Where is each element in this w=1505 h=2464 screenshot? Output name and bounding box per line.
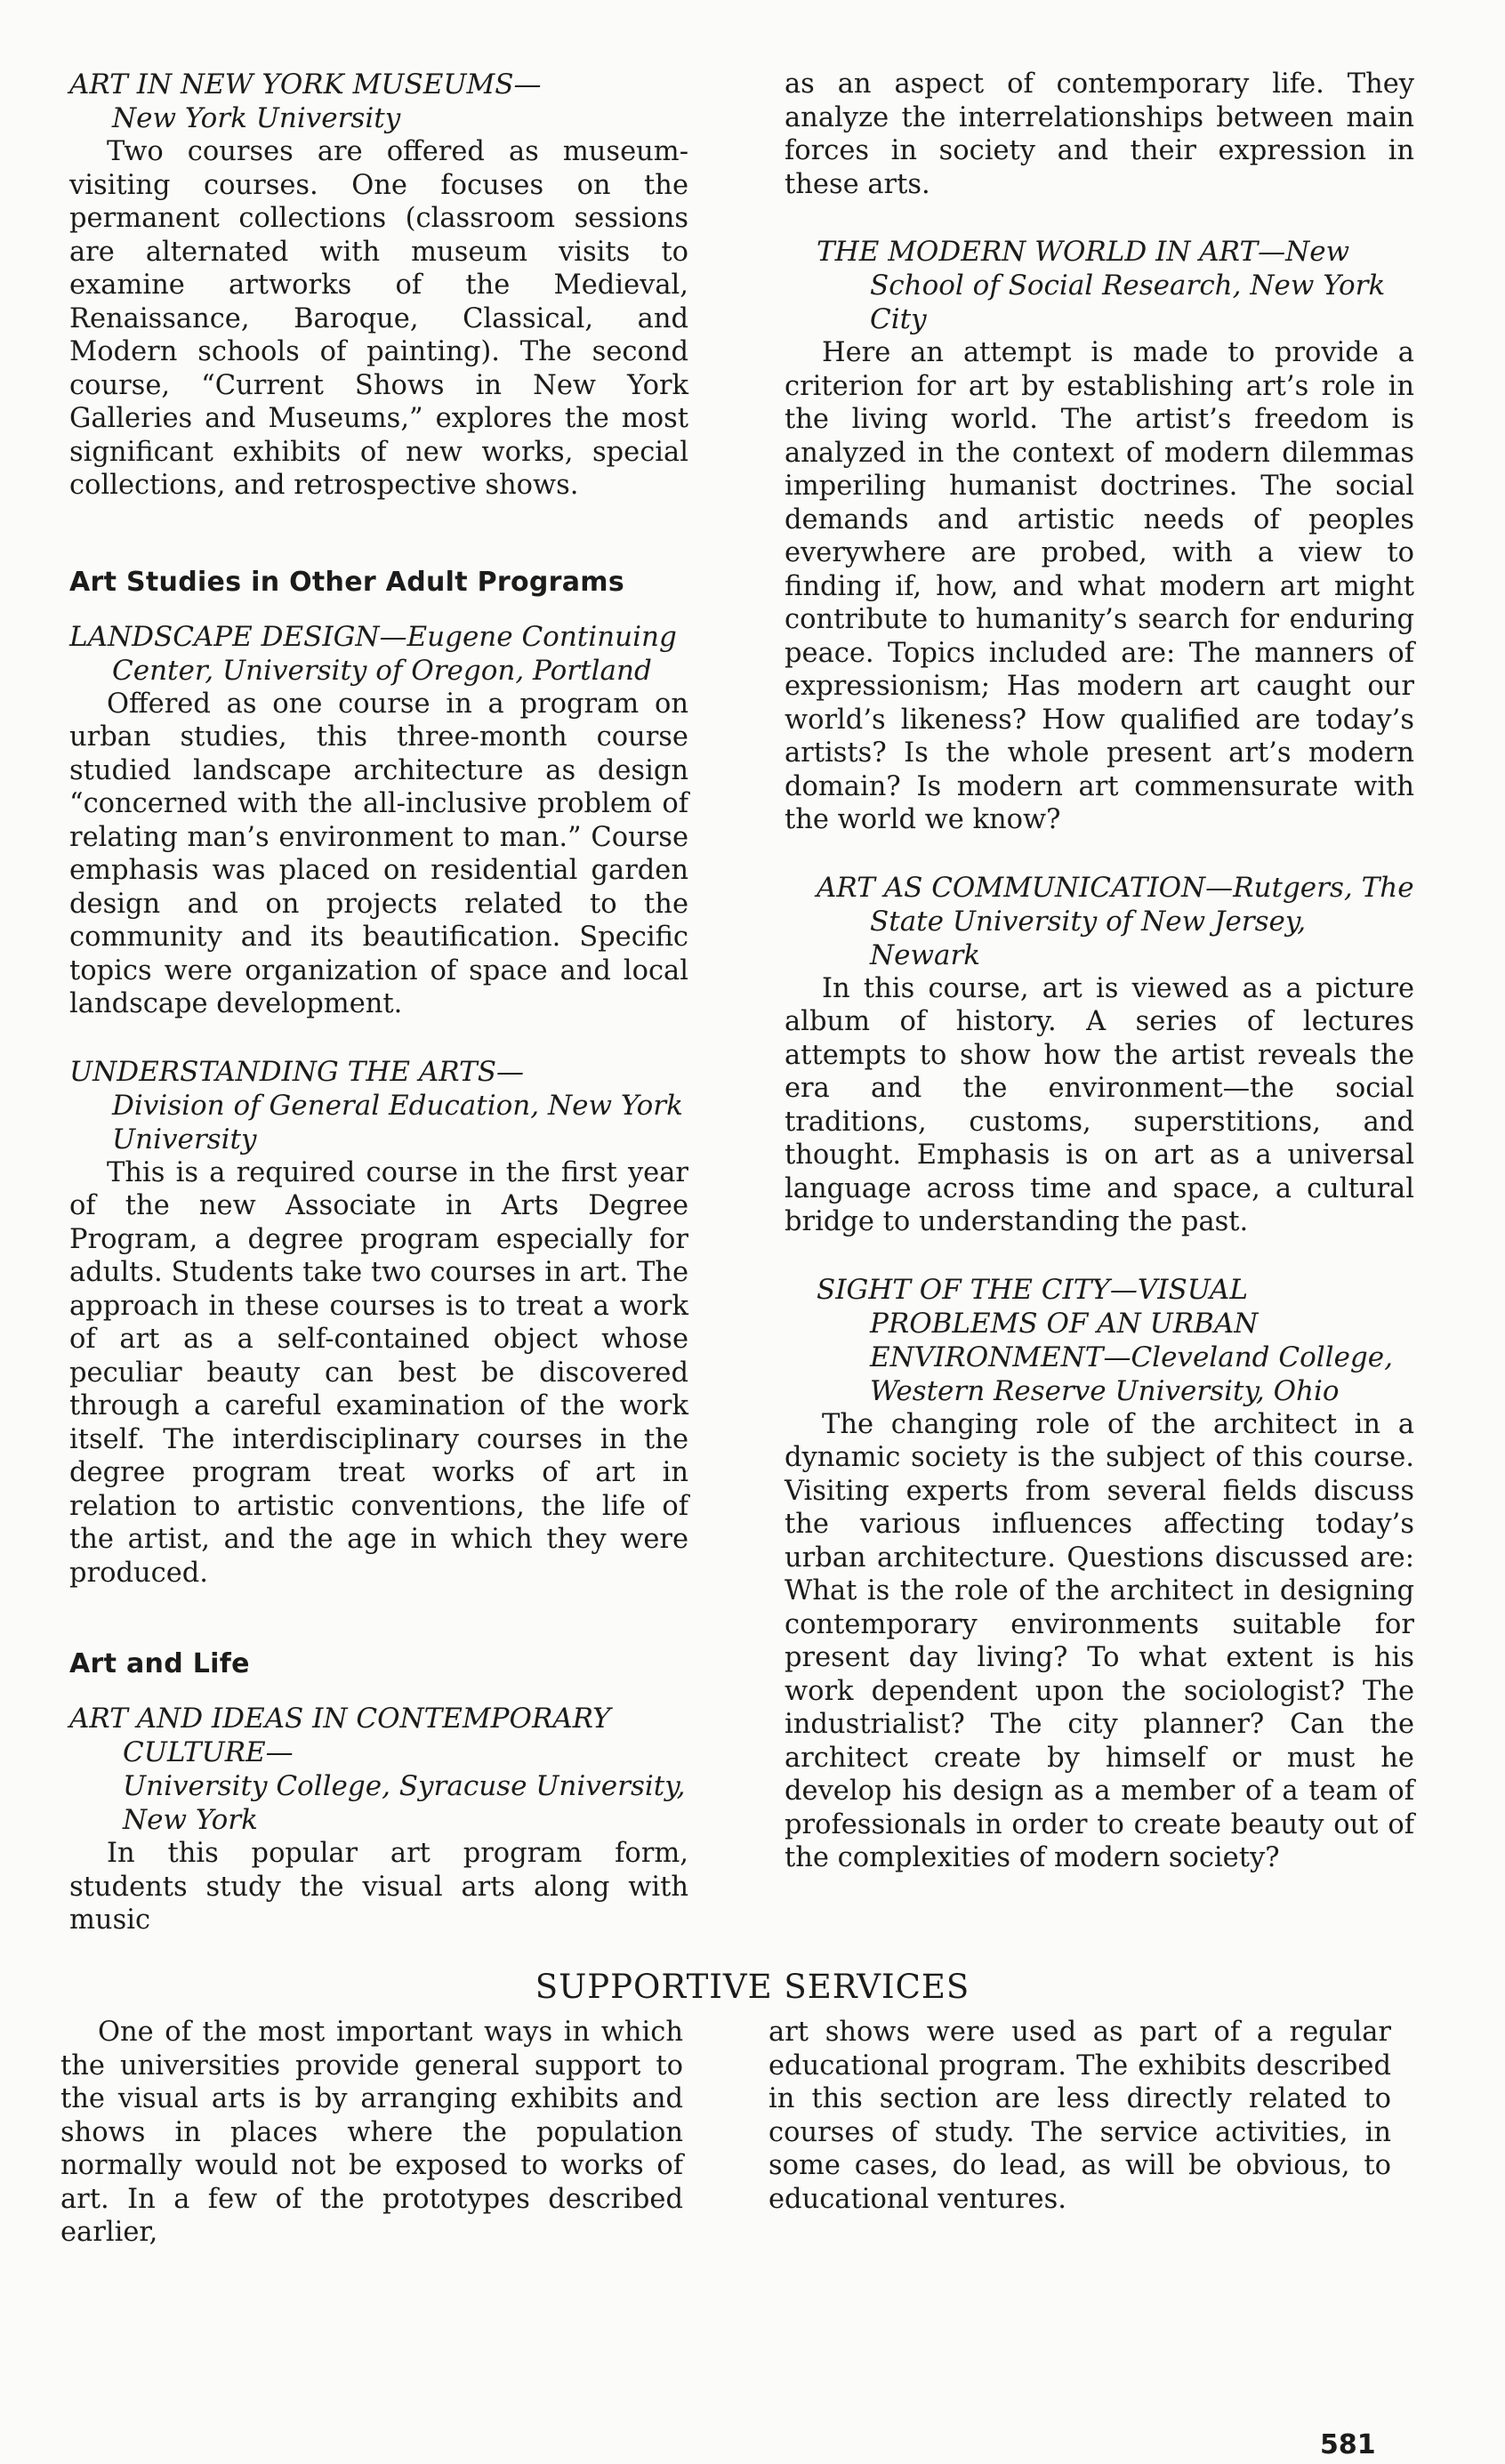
course-institution: University College, Syracuse University, New York <box>123 1770 686 1836</box>
course-modern-world-in-art <box>785 235 1414 837</box>
course-description: In this course, art is viewed as a picture album of history. A series of lectures attempts to show how the artist reveals the era and the environment—the social traditions, customs, superstitions, and thought. Emphasis is on art as a universal language across time and space, a cultural bridge to understanding the past. <box>785 972 1414 1237</box>
course-description: Here an attempt is made to provide a criterion for art by establishing art’s role in the living world. The artist’s freedom is analyzed in the context of modern dilemmas imperiling humanist doctrines. The social demands and artistic needs of peoples everywhere are probed, with a view to finding if, how, and what modern art might contribute to humanity’s search for enduring peace. Topics included are: The manners of expressionism; Has modern art caught our world’s likeness? How qualified are today’s artists? Is the whole present art’s modern domain? Is modern art commensurate with the world we know? <box>785 337 1414 835</box>
course-description: In this popular art program form, students study the visual arts along with music <box>69 1838 688 1936</box>
course-institution: Cleveland College, Western Reserve University, Ohio <box>870 1341 1393 1407</box>
section-title: SUPPORTIVE SERVICES <box>535 1968 970 2006</box>
page-number: 581 <box>1320 2429 1376 2460</box>
course-title: ART AND IDEAS IN CONTEMPORARY CULTURE— University College, Syracuse University, New York <box>69 1703 686 1836</box>
course-title: SIGHT OF THE CITY—VISUAL PROBLEMS OF AN URBAN ENVIRONMENT—Cleveland College, Western Reserve University, Ohio <box>817 1273 1393 1407</box>
course-title: UNDERSTANDING THE ARTS— Division of General Education, New York University <box>69 1055 683 1156</box>
supportive-right-column <box>769 2016 1391 2216</box>
course-description: Offered as one course in a program on urban studies, this three-month course studied landscape architecture as design “concerned with the all-inclusive problem of relating man’s environment to man.” Course emphasis was placed on residential garden design and on projects related to the community and its beautification. Specific topics were organization of space and local landscape development. <box>69 688 688 1019</box>
course-art-in-new-york-museums <box>69 68 688 503</box>
supportive-text-left: One of the most important ways in which the universities provide general support to the visual arts is by arranging exhibits and shows in places where the population normally would not be exposed to works of art. In a few of the prototypes described earlier, <box>60 2017 683 2248</box>
supportive-text-right: art shows were used as part of a regular educational program. The exhibits described in this section are less directly related to courses of study. The service activities, in some cases, do lead, as will be obvious, to educational ventures. <box>769 2017 1391 2215</box>
course-understanding-the-arts <box>69 1055 688 1590</box>
course-title: ART AS COMMUNICATION—Rutgers, The State University of New Jersey, Newark <box>817 871 1414 971</box>
course-art-and-ideas <box>69 1702 688 1937</box>
course-description: Two courses are offered as museum-visiting courses. One focuses on the permanent collections (classroom sessions are alternated with museum visits to examine artworks of the Medieval, Renaissance, Baroque, Classical, and Modern schools of painting). The second course, “Current Shows in New York Galleries and Museums,” explores the most significant exhibits of new works, special collections, and retrospective shows. <box>69 136 688 501</box>
course-institution: New School of Social Research, New York City <box>870 236 1386 335</box>
course-sight-of-the-city <box>785 1273 1414 1875</box>
course-title: ART IN NEW YORK MUSEUMS— New York University <box>69 68 542 134</box>
course-title: LANDSCAPE DESIGN—Eugene Continuing Center, University of Oregon, Portland <box>69 620 677 687</box>
supportive-left-column <box>60 2016 683 2250</box>
course-institution: New York University <box>112 102 401 134</box>
course-institution: Rutgers, The State University of New Jersey, Newark <box>870 871 1414 971</box>
right-column <box>785 68 1414 1909</box>
course-description-continued: as an aspect of contemporary life. They analyze the interrelationships between main forces in society and their expression in these arts. <box>785 68 1414 200</box>
course-description: The changing role of the architect in a dynamic society is the subject of this course. Visiting experts from several fields discuss the various influences affecting today’s urban architecture. Questions discussed are: What is the role of the architect in designing contemporary environments suitable for present day living? To what extent is his work dependent upon the sociologist? The industrialist? The city planner? Can the architect create by himself or must he develop his design as a member of a team of professionals in order to create beauty out of the complexities of modern society? <box>785 1408 1414 1873</box>
course-description: This is a required course in the first year of the new Associate in Arts Degree Program, a degree program especially for adults. Students take two courses in art. The approach in these courses is to treat a work of art as a self-contained object whose peculiar beauty can best be discovered through a careful examination of the work itself. The interdisciplinary courses in the degree program treat works of art in relation to artistic conventions, the life of the artist, and the age in which they were produced. <box>69 1156 688 1589</box>
course-continuation <box>785 68 1414 201</box>
left-column <box>69 68 688 1971</box>
course-institution: Division of General Education, New York University <box>112 1089 683 1156</box>
course-landscape-design <box>69 620 688 1021</box>
course-title: THE MODERN WORLD IN ART—New School of Social Research, New York City <box>817 236 1386 335</box>
section-heading: Art and Life <box>69 1648 250 1679</box>
section-heading: Art Studies in Other Adult Programs <box>69 566 625 598</box>
course-institution: Eugene Continuing Center, University of Oregon, Portland <box>112 620 677 687</box>
course-art-as-communication <box>785 871 1414 1239</box>
